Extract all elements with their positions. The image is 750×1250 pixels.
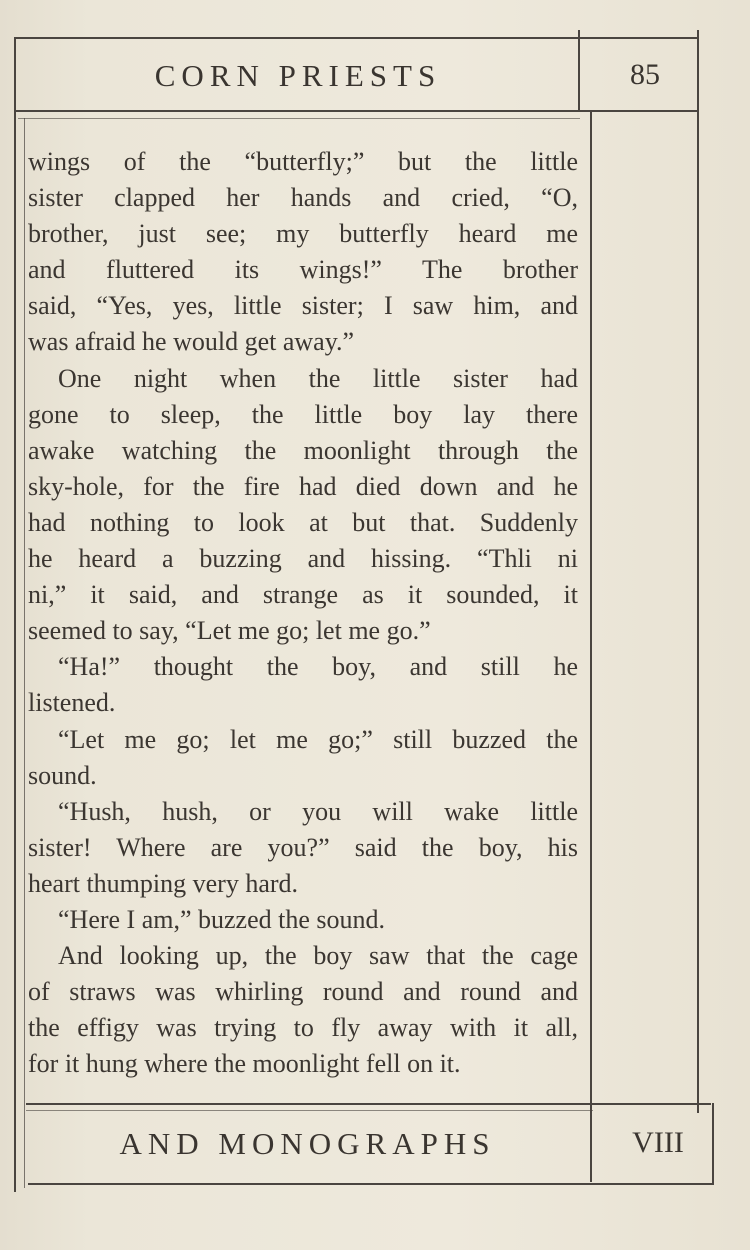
text-line: heart thumping very hard. <box>28 868 299 898</box>
text-line: had nothing to look at but that. Suddenly <box>28 507 578 537</box>
text-line: “Here I am,” buzzed the sound. <box>58 904 386 934</box>
header-column-divider <box>578 30 580 112</box>
text-line: sky-hole, for the fire had died down and he <box>28 471 578 501</box>
footer-series-title: AND MONOGRAPHS <box>119 1126 496 1161</box>
text-line: seemed to say, “Let me go; let me go.” <box>28 616 431 646</box>
text-line: the effigy was trying to fly away with it all, <box>28 1013 578 1043</box>
header-bottom-rule <box>16 110 698 112</box>
text-line: ni,” it said, and strange as it sounded, it <box>28 580 578 610</box>
footer-top-rule <box>26 1103 711 1105</box>
header-secondary-rule <box>18 118 580 119</box>
text-line: said, “Yes, yes, little sister; I saw him, and <box>28 291 578 321</box>
text-column-right-rule <box>590 112 592 1182</box>
text-line: for it hung where the moonlight fell on it. <box>28 1049 461 1079</box>
frame-left-rule <box>14 37 16 1192</box>
text-line: One night when the little sister had <box>58 363 578 393</box>
frame-right-rule <box>697 30 699 1113</box>
text-line: listened. <box>28 688 116 718</box>
footer-bottom-rule <box>28 1183 714 1185</box>
text-line: wings of the “butterfly;” but the little <box>28 147 578 176</box>
text-line: “Hush, hush, or you will wake little <box>58 796 578 826</box>
text-line: brother, just see; my butterfly heard me <box>28 219 578 249</box>
body-text <box>28 144 578 1082</box>
text-column-left-rule <box>24 118 25 1188</box>
frame-top-rule <box>14 37 698 39</box>
page-number: 85 <box>630 58 660 91</box>
text-line: awake watching the moonlight through the <box>28 435 578 465</box>
text-line: of straws was whirling round and round and <box>28 977 578 1007</box>
text-line: sister clapped her hands and cried, “O, <box>28 183 578 213</box>
text-line: gone to sleep, the little boy lay there <box>28 399 578 429</box>
text-line: “Ha!” thought the boy, and still he <box>58 652 578 682</box>
running-header-title: CORN PRIESTS <box>154 58 442 93</box>
text-line: and fluttered its wings!” The brother <box>28 255 578 285</box>
text-line: And looking up, the boy saw that the cage <box>58 941 578 971</box>
text-line: sister! Where are you?” said the boy, his <box>28 832 578 862</box>
text-line: sound. <box>28 760 97 790</box>
text-line: was afraid he would get away.” <box>28 327 355 357</box>
text-line: “Let me go; let me go;” still buzzed the <box>58 724 578 754</box>
footer-secondary-rule <box>26 1110 593 1111</box>
text-line: he heard a buzzing and hissing. “Thli ni <box>28 544 578 574</box>
footer-volume-number: VIII <box>632 1126 684 1159</box>
